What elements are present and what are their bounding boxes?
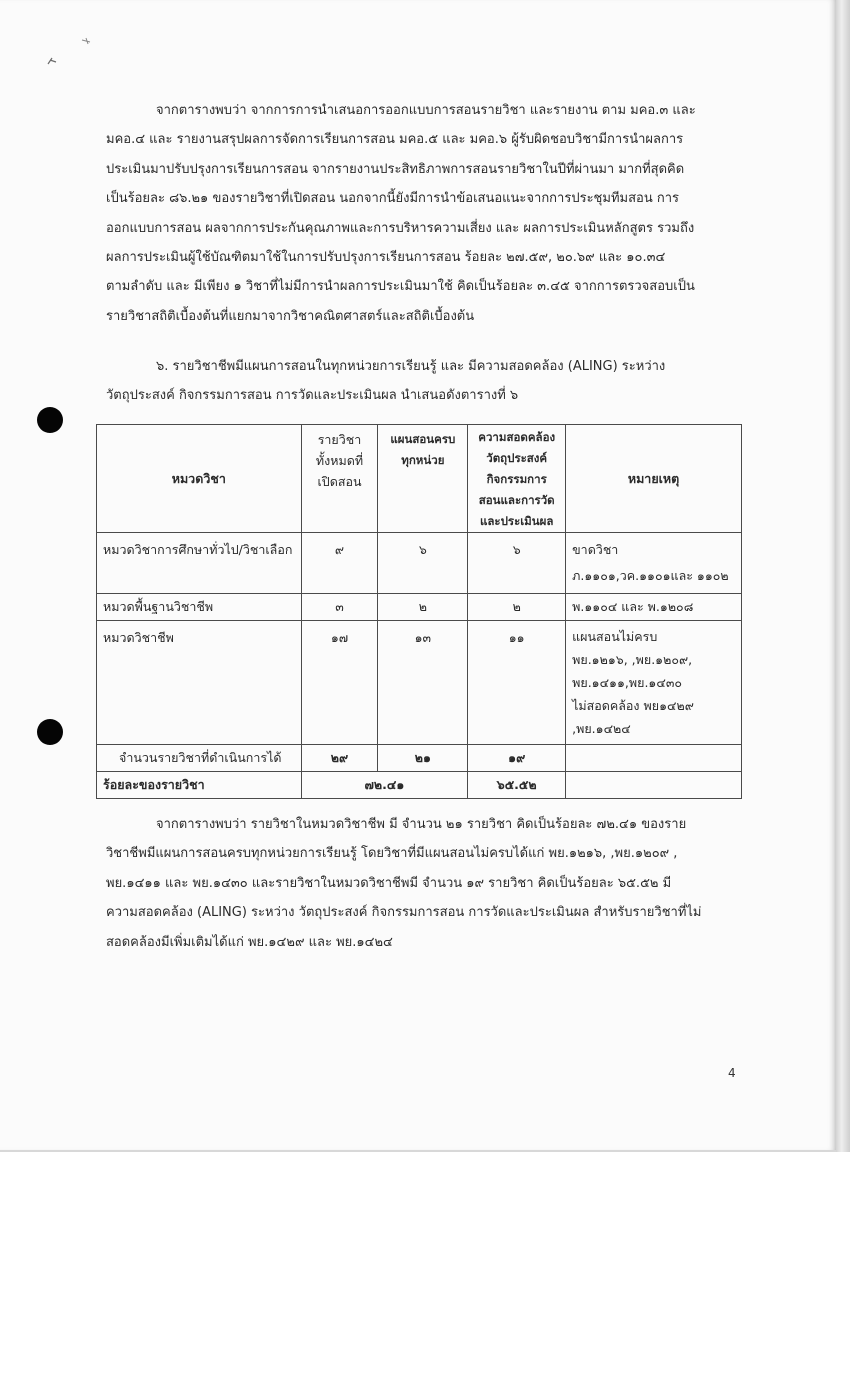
- cell-align: ๒: [468, 594, 566, 621]
- paragraph-item-6: [106, 352, 742, 411]
- cell-align: ๑๑: [468, 621, 566, 745]
- paragraph-line: ประเมินมาปรับปรุงการเรียนการสอน จากรายงานประสิทธิภาพการสอนรายวิชาในปีที่ผ่านมา มากที่สุดคิด: [106, 161, 685, 177]
- paragraph-line: สอดคล้องมีเพิ่มเติมได้แก่ พย.๑๔๒๙ และ พย.๑๔๒๔: [106, 934, 393, 950]
- cell-count-plan: ๒๑: [378, 745, 468, 772]
- cell-total: ๙: [301, 533, 378, 594]
- paragraph-line: เป็นร้อยละ ๘๖.๒๑ ของรายวิชาที่เปิดสอน นอกจากนี้ยังมีการนำข้อเสนอแนะจากการประชุมทีมสอน การ: [106, 191, 680, 207]
- cell-count-remark: [566, 745, 742, 772]
- cell-percent-remark: [566, 772, 742, 799]
- table-row: [97, 533, 742, 594]
- table-percent-row: [97, 772, 742, 799]
- paragraph-line: ออกแบบการสอน ผลจากการประกันคุณภาพและการบริหารความเสี่ยง และ ผลการประเมินหลักสูตร รวมถึง: [106, 220, 695, 236]
- header-complete-plan: แผนสอนครบ ทุกหน่วย: [378, 425, 468, 533]
- paragraph-line: จากตารางพบว่า จากการการนำเสนอการออกแบบการสอนรายวิชา และรายงาน ตาม มคอ.๓ และ: [156, 103, 696, 118]
- page-number: 4: [728, 1066, 736, 1080]
- table-6: [96, 424, 742, 799]
- cell-remark: ขาดวิชา ภ.๑๑๐๑,วค.๑๑๐๑และ ๑๑๐๒: [566, 533, 742, 594]
- cell-plan: ๒: [378, 594, 468, 621]
- paragraph-line: ความสอดคล้อง (ALING) ระหว่าง วัตถุประสงค์ กิจกรรมการสอน การวัดและประเมินผล สำหรับรายวิชาที่ไม่: [106, 905, 702, 921]
- paragraph-line: จากตารางพบว่า รายวิชาในหมวดวิชาชีพ มี จำนวน ๒๑ รายวิชา คิดเป็นร้อยละ ๗๒.๔๑ ของราย: [156, 817, 687, 832]
- table-header-row: [97, 425, 742, 533]
- header-total-courses: รายวิชา ทั้งหมดที่ เปิดสอน: [301, 425, 378, 533]
- cell-percent-plan: ๗๒.๔๑: [301, 772, 468, 799]
- cell-percent-label: ร้อยละของรายวิชา: [97, 772, 302, 799]
- cell-plan: ๑๓: [378, 621, 468, 745]
- cell-plan: ๖: [378, 533, 468, 594]
- cell-category: หมวดพื้นฐานวิชาชีพ: [97, 594, 302, 621]
- punch-hole-bottom: [37, 719, 63, 745]
- cell-percent-align: ๖๕.๕๒: [468, 772, 566, 799]
- header-category: หมวดวิชา: [97, 425, 302, 533]
- cell-count-label: จำนวนรายวิชาที่ดำเนินการได้: [97, 745, 302, 772]
- paragraph-line: วิชาชีพมีแผนการสอนครบทุกหน่วยการเรียนรู้ โดยวิชาที่มีแผนสอนไม่ครบได้แก่ พย.๑๒๑๖, ,พย.๑๒๐๙ ,: [106, 846, 678, 862]
- cell-count-align: ๑๙: [468, 745, 566, 772]
- paragraph-line: วัตถุประสงค์ กิจกรรมการสอน การวัดและประเมินผล นำเสนอดังตารางที่ ๖: [106, 388, 519, 404]
- cell-category: หมวดวิชาชีพ: [97, 621, 302, 745]
- paragraph-line: พย.๑๔๑๑ และ พย.๑๔๓๐ และรายวิชาในหมวดวิชาชีพมี จำนวน ๑๙ รายวิชา คิดเป็นร้อยละ ๖๕.๕๒ มี: [106, 875, 672, 891]
- cell-total: ๑๗: [301, 621, 378, 745]
- cell-category: หมวดวิชาการศึกษาทั่วไป/วิชาเลือก: [97, 533, 302, 594]
- cell-total: ๓: [301, 594, 378, 621]
- cell-count-total: ๒๙: [301, 745, 378, 772]
- table-count-row: [97, 745, 742, 772]
- table-row: [97, 621, 742, 745]
- header-alignment: ความสอดคล้อง วัตถุประสงค์ กิจกรรมการ สอนและการวัด และประเมินผล: [468, 425, 566, 533]
- cell-remark: แผนสอนไม่ครบ พย.๑๒๑๖, ,พย.๑๒๐๙, พย.๑๔๑๑,พย.๑๔๓๐ ไม่สอดคล้อง พย๑๔๒๙ ,พย.๑๔๒๔: [566, 621, 742, 745]
- punch-hole-top: [37, 407, 63, 433]
- paragraph-summary-2: [106, 810, 742, 957]
- page-edge-shadow: [836, 0, 850, 1152]
- scan-speck-mark: [42, 34, 102, 70]
- header-remark: หมายเหตุ: [566, 425, 742, 533]
- paragraph-line: ตามลำดับ และ มีเพียง ๑ วิชาที่ไม่มีการนำผลการประเมินมาใช้ คิดเป็นร้อยละ ๓.๔๕ จากการตรวจสอบเป็น: [106, 279, 695, 295]
- paragraph-line: รายวิชาสถิติเบื้องต้นที่แยกมาจากวิชาคณิตศาสตร์และสถิติเบื้องต้น: [106, 308, 475, 324]
- paragraph-line: มคอ.๔ และ รายงานสรุปผลการจัดการเรียนการสอน มคอ.๕ และ มคอ.๖ ผู้รับผิดชอบวิชามีการนำผลการ: [106, 132, 684, 148]
- table-row: [97, 594, 742, 621]
- paragraph-summary-1: [106, 96, 742, 331]
- cell-align: ๖: [468, 533, 566, 594]
- paragraph-line: ผลการประเมินผู้ใช้บัณฑิตมาใช้ในการปรับปรุงการเรียนการสอน ร้อยละ ๒๗.๕๙, ๒๐.๖๙ และ ๑๐.๓๔: [106, 250, 666, 266]
- cell-remark: พ.๑๑๐๔ และ พ.๑๒๐๘: [566, 594, 742, 621]
- paragraph-line: ๖. รายวิชาชีพมีแผนการสอนในทุกหน่วยการเรียนรู้ และ มีความสอดคล้อง (ALING) ระหว่าง: [156, 359, 666, 374]
